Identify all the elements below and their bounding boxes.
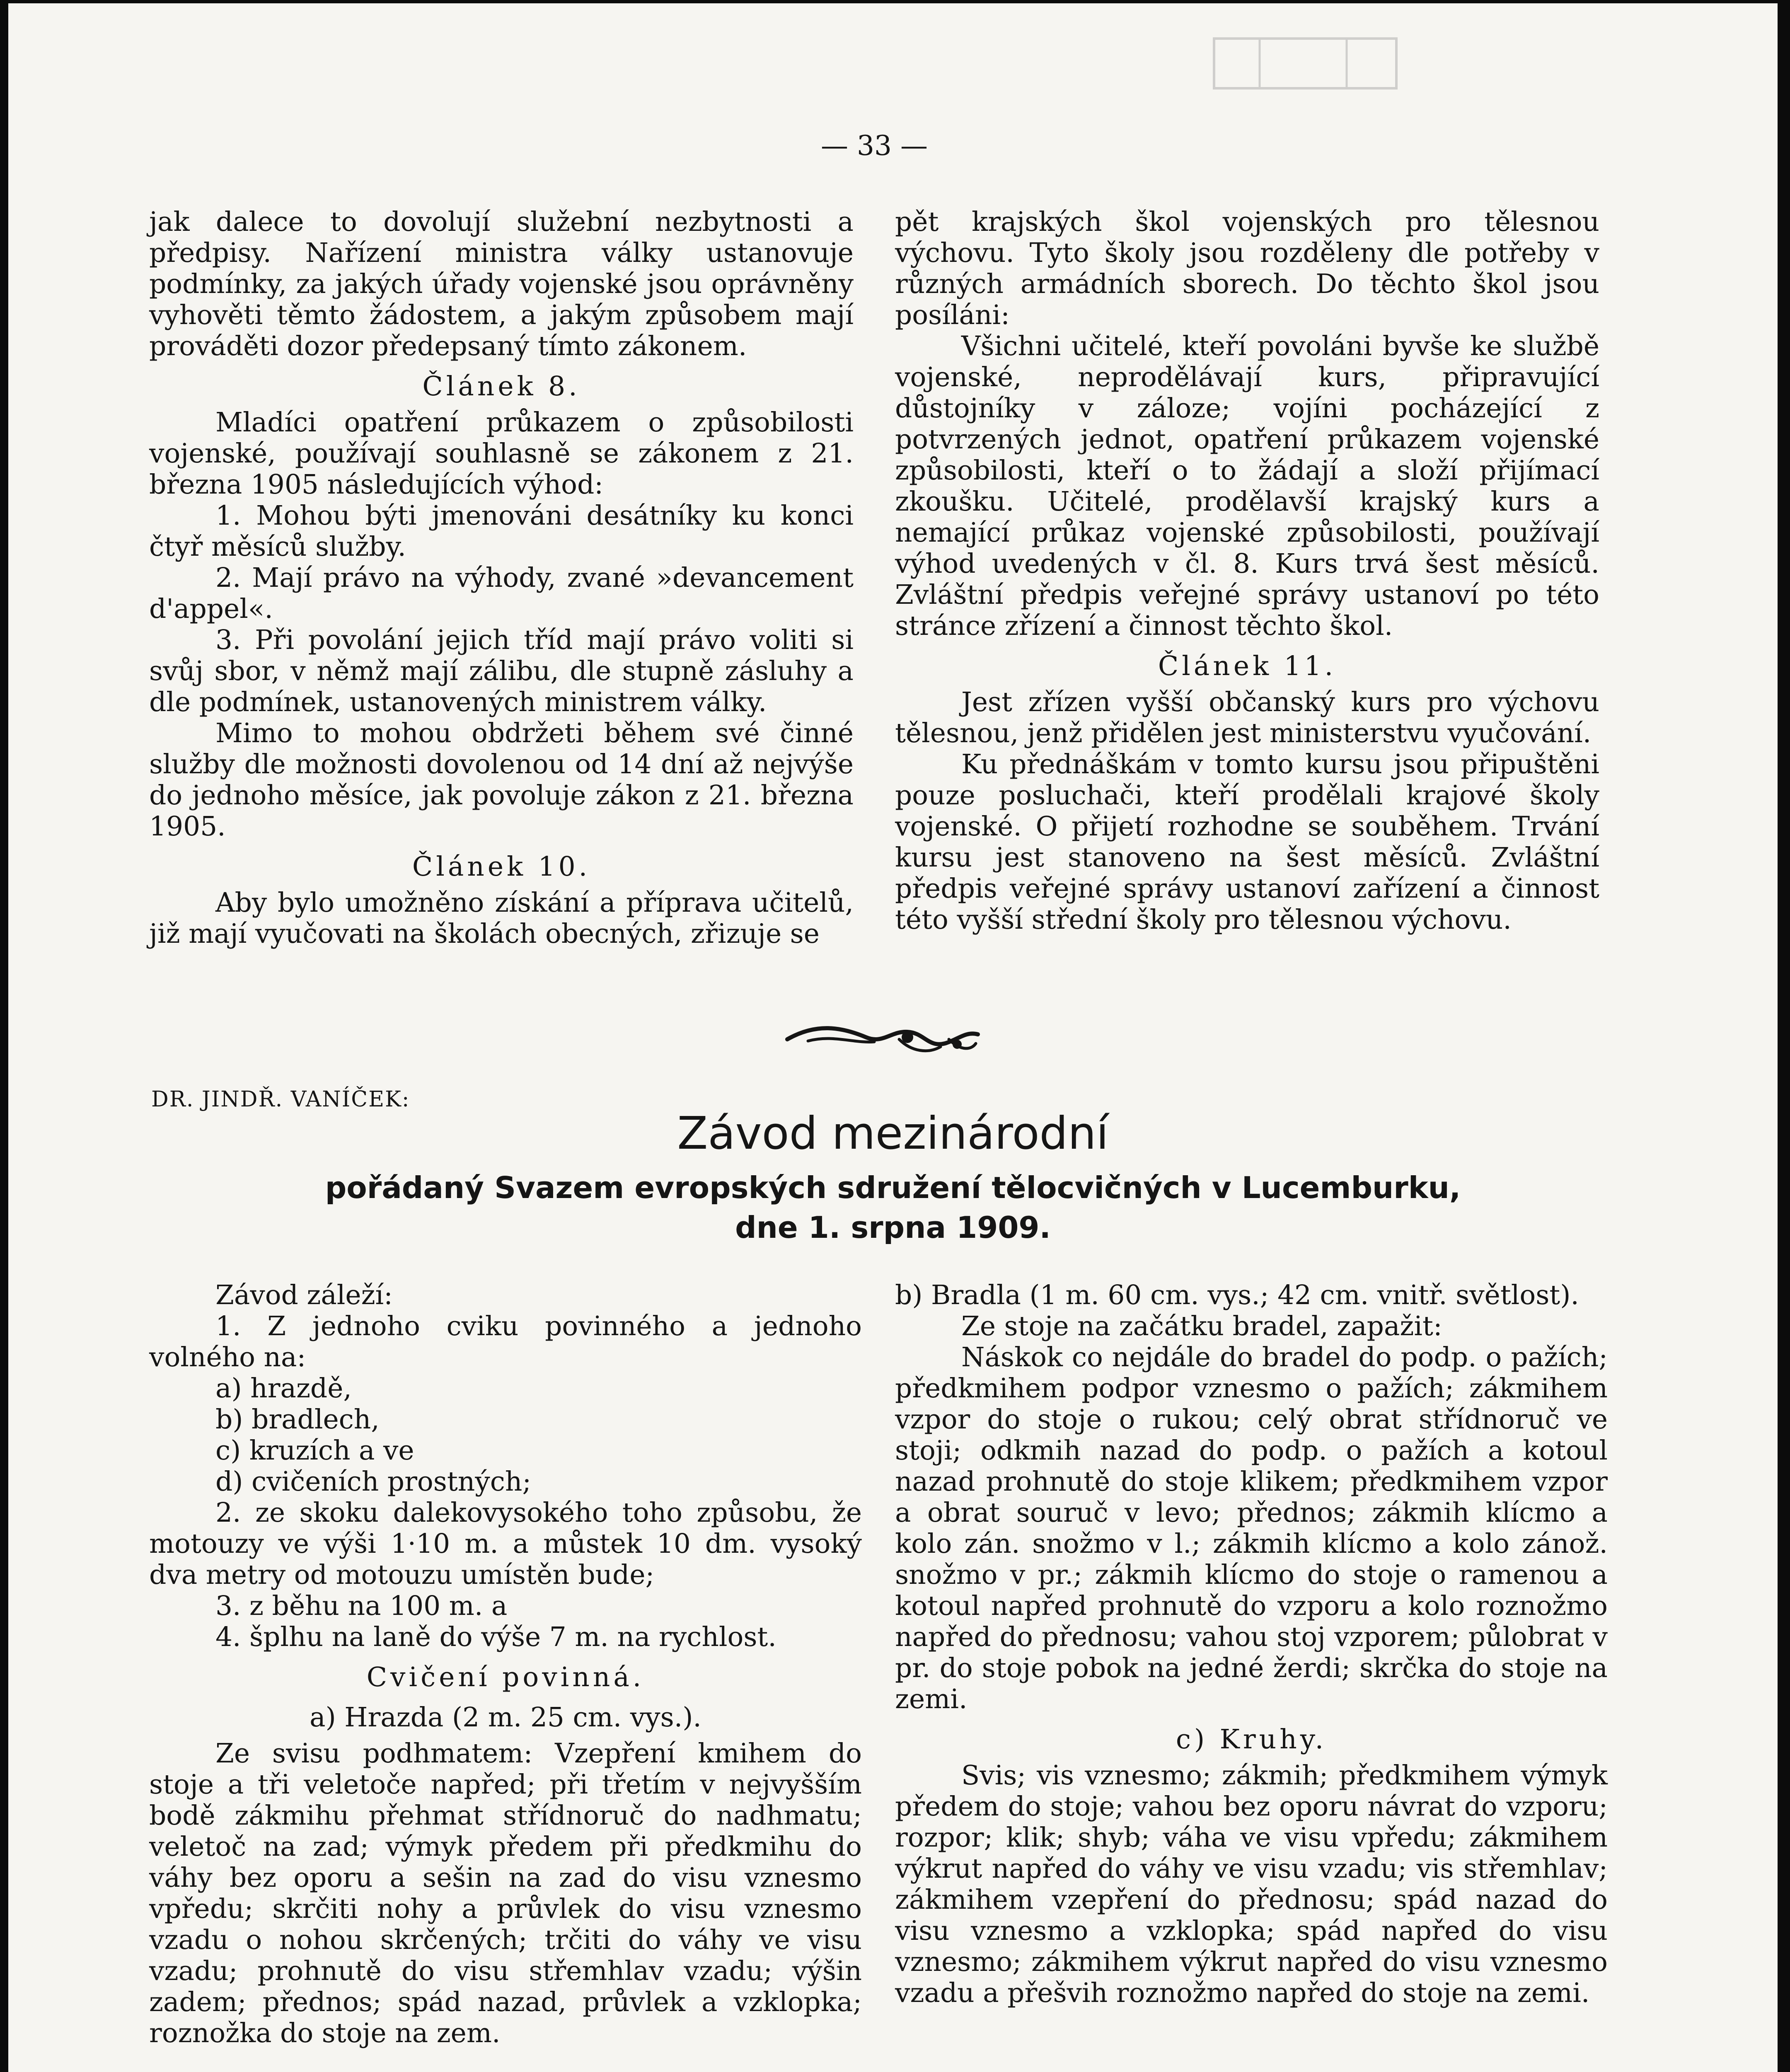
article-title: Závod mezinárodní <box>677 1108 1109 1159</box>
paragraph: Všichni učitelé, kteří povoláni byvše ke službě vojenské, neprodělávají kurs, připravující důstojníky v záloze; vojíni pocházející z potvrzených jednot, opatření průkazem vojenské způsobilosti, kteří o to žádají a složí přijímací zkoušku. Učitelé, prodělavší krajský kurs a nemající průkaz vojenské způsobilosti, používají výhod uvedených v čl. 8. Kurs trvá šest měsíců. Zvláštní předpis veřejné správy ustanoví po této stránce zřízení a činnost těchto škol. <box>895 331 1599 641</box>
subtitle-line: pořádaný Svazem evropských sdružení tělocvičných v Lucemburku, <box>325 1170 1461 1205</box>
paragraph: 4. šplhu na laně do výše 7 m. na rychlost. <box>215 1622 776 1653</box>
paragraph: Mimo to mohou obdržeti během své činné služby dle možnosti dovolenou od 14 dní až nejvýše do jednoho měsíce, jak povoluje zákon z 21. března 1905. <box>149 718 854 842</box>
paragraph: 2. ze skoku dalekovysokého toho způsobu, že motouzy ve výši 1·10 m. a můstek 10 dm. vysoký dva metry od motouzu umístěn bude; <box>149 1497 862 1590</box>
section-heading: Cvičení povinná. <box>366 1662 645 1693</box>
paragraph: pět krajských škol vojenských pro tělesnou výchovu. Tyto školy jsou rozděleny dle potřeby v různých armádních sborech. Do těchto škol jsou posíláni: <box>895 206 1599 331</box>
paragraph: Aby bylo umožněno získání a příprava učitelů, již mají vyučovati na školách obecných, zřizuje se <box>149 887 854 949</box>
decorative-flourish-icon <box>783 1014 982 1064</box>
section-heading: Článek 10. <box>412 851 591 882</box>
library-stamp-icon <box>1210 26 1401 97</box>
paragraph: Náskok co nejdále do bradel do podp. o pažích; předkmihem podpor vznesmo o pažích; zákmihem vzpor do stoje o rukou; celý obrat střídnoruč ve stoji; odkmih nazad do podp. o pažích a kotoul nazad prohnutě do stoje klikem; předkmihem vzpor a obrat souruč v levo; přednos; zákmih klícmo a kolo zán. snožmo v l.; zákmih klícmo a kolo zánož. snožmo v pr.; zákmih klícmo do stoje o ramenou a kotoul napřed prohnutě do vzporu a kolo roznožmo napřed do přednosu; vahou stoj vzporem; půlobrat v pr. do stoje pobok na jedné žerdi; skrčka do stoje na zemi. <box>895 1342 1608 1715</box>
paragraph: jak dalece to dovolují služební nezbytnosti a předpisy. Nařízení ministra války ustanovuje podmínky, za jakých úřady vojenské jsou oprávněny vyhověti těmto žádostem, a jakým způsobem mají prováděti dozor předepsaný tímto zákonem. <box>149 206 854 362</box>
paragraph: 3. z běhu na 100 m. a <box>215 1590 508 1622</box>
list-item: a) hrazdě, <box>215 1373 352 1404</box>
paragraph: 1. Z jednoho cviku povinného a jednoho volného na: <box>149 1311 862 1373</box>
paragraph: Svis; vis vznesmo; zákmih; předkmihem výmyk předem do stoje; vahou bez oporu návrat do vzporu; rozpor; klik; shyb; váha ve visu vpředu; zákmihem výkrut napřed do váhy ve visu vzadu; vis střemhlav; zákmihem vzepření do přednosu; spád nazad do visu vznesmo a vzklopka; spád napřed do visu vznesmo; zákmihem výkrut napřed do visu vznesmo vzadu a přešvih roznožmo napřed do stoje na zemi. <box>895 1760 1608 2009</box>
paragraph: Jest zřízen vyšší občanský kurs pro výchovu tělesnou, jenž přidělen jest ministerstvu vyučování. <box>895 687 1599 749</box>
left-column-top <box>149 206 854 949</box>
list-item: b) bradlech, <box>215 1404 380 1435</box>
section-subheading: a) Hrazda (2 m. 25 cm. vys.). <box>310 1702 701 1733</box>
paragraph: 3. Při povolání jejich tříd mají právo voliti si svůj sbor, v němž mají zálibu, dle stupně zásluhy a dle podmínek, ustanovených ministrem války. <box>149 625 854 718</box>
section-heading: Článek 8. <box>422 371 581 402</box>
document-page <box>8 3 1778 2072</box>
paragraph: Ze svisu podhmatem: Vzepření kmihem do stoje a tři veletoče napřed; při třetím v nejvyšším bodě zákmihu přehmat střídnoruč do nadhmatu; veletoč na zad; výmyk předem při předkmihu do váhy bez oporu a sešin na zad do visu vznesmo vpředu; skrčiti nohy a průvlek do visu vznesmo vzadu o nohou skrčených; trčiti do váhy ve visu vzadu; prohnutě do visu střemhlav vzadu; výšin zadem; přednos; spád nazad, průvlek a vzklopka; roznožka do stoje na zem. <box>149 1738 862 2049</box>
section-heading: c) Kruhy. <box>1176 1724 1327 1755</box>
paragraph: b) Bradla (1 m. 60 cm. vys.; 42 cm. vnitř. světlost). <box>895 1280 1579 1311</box>
paragraph: Ku přednáškám v tomto kursu jsou připuštěni pouze posluchači, kteří prodělali krajové školy vojenské. O přijetí rozhodne se souběhem. Trvání kursu jest stanoveno na šest měsíců. Zvláštní předpis veřejné správy ustanoví zařízení a činnost této vyšší střední školy pro tělesnou výchovu. <box>895 749 1599 935</box>
subtitle-line: dne 1. srpna 1909. <box>735 1210 1051 1245</box>
section-heading: Článek 11. <box>1158 651 1337 682</box>
paragraph: Mladíci opatření průkazem o způsobilosti vojenské, používají souhlasně se zákonem z 21. března 1905 následujících výhod: <box>149 407 854 500</box>
list-item: c) kruzích a ve <box>215 1435 414 1466</box>
page-number-top: — 33 — <box>821 130 928 162</box>
article-author: DR. JINDŘ. VANÍČEK: <box>151 1087 410 1112</box>
article-subtitle <box>8 1168 1778 1247</box>
paragraph: Závod záleží: <box>215 1280 393 1311</box>
paragraph: 2. Mají právo na výhody, zvané »devancement d'appel«. <box>149 562 854 625</box>
paragraph: Ze stoje na začátku bradel, zapažit: <box>961 1311 1442 1342</box>
right-column-article <box>895 1280 1608 2009</box>
list-item: d) cvičeních prostných; <box>215 1466 532 1497</box>
paragraph: 1. Mohou býti jmenováni desátníky ku konci čtyř měsíců služby. <box>149 500 854 562</box>
left-column-article <box>149 1280 862 2049</box>
right-column-top <box>895 206 1599 935</box>
